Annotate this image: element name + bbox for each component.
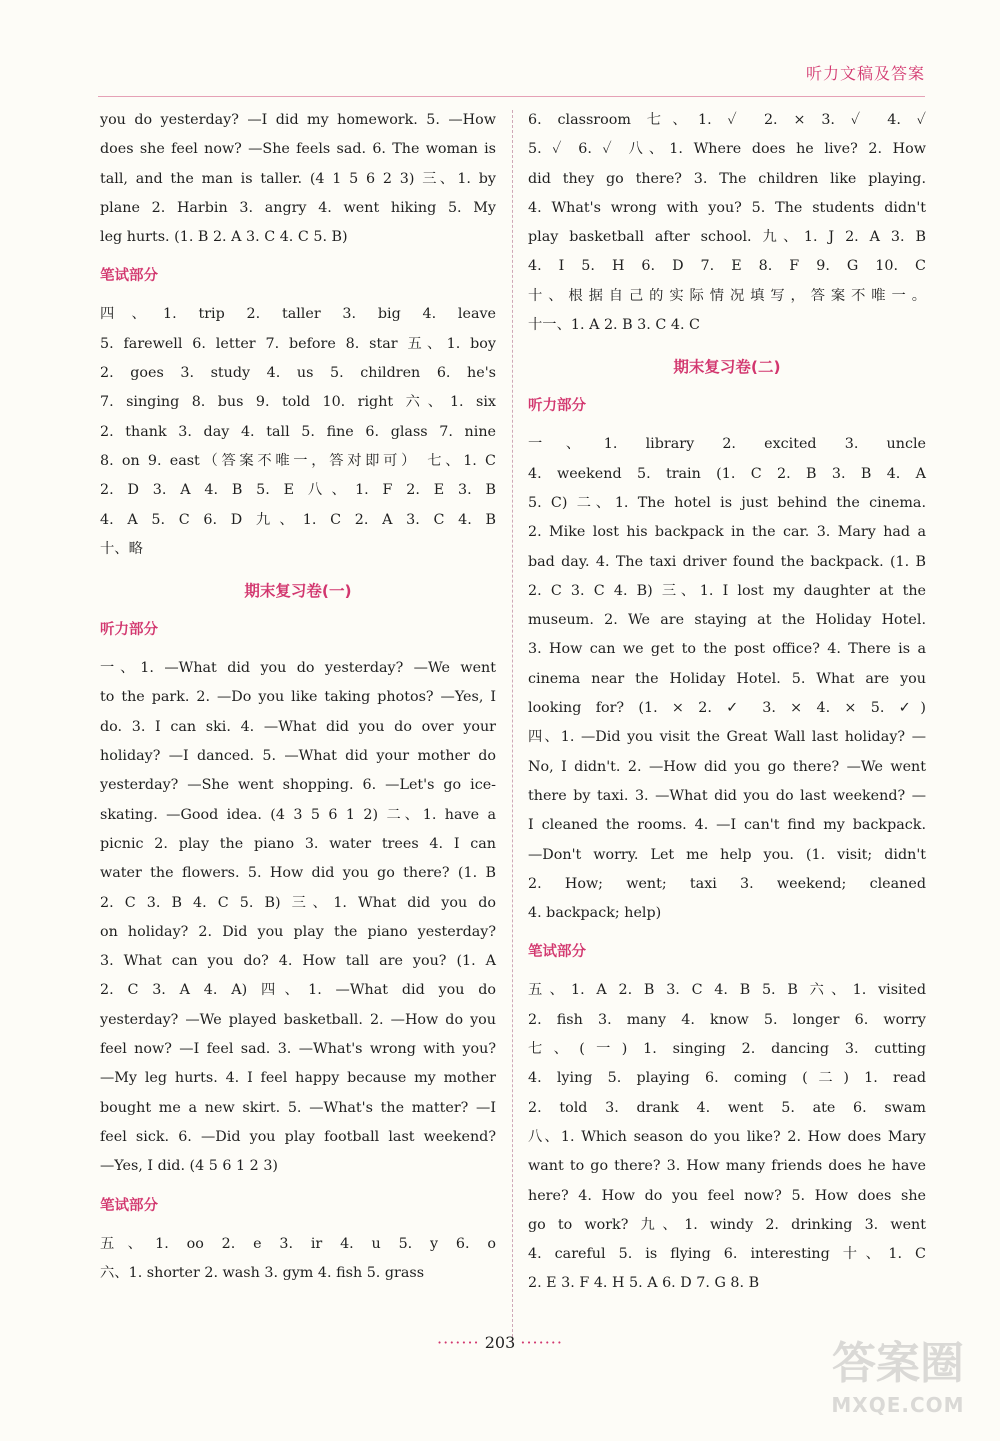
answer-line: do. 3. I can ski. 4. —What did you do over your [100,718,496,735]
answer-line: 四、1. trip 2. taller 3. big 4. leave [100,306,496,323]
answer-line: feel sick. 6. —Did you play football last weekend? [100,1128,496,1145]
answer-line: museum. 2. We are staying at the Holiday Hotel. [528,612,926,629]
page-number-dots-left: ······· [437,1333,480,1352]
answer-line: yesterday? —She went shopping. 6. —Let's go ice- [100,777,496,794]
left-intro [100,106,496,252]
page-number-dots-right: ······· [520,1333,563,1352]
answer-line: 4. A 5. C 6. D 九、1. C 2. A 3. C 4. B [100,511,496,528]
answer-line: to the park. 2. —Do you like taking photos? —Yes, I [100,689,496,706]
answer-line: 5. C) 二、1. The hotel is just behind the cinema. [528,494,926,511]
answer-line: want to go there? 3. How many friends does he have [528,1158,926,1175]
answer-line: bad day. 4. The taxi driver found the backpack. (1. B [528,553,926,570]
exam-title: 期末复习卷(二) [673,358,781,377]
listening-answers-2 [528,430,926,928]
answer-line: picnic 2. play the piano 3. water trees 4. I can [100,835,496,852]
answer-line: did they go there? 3. The children like playing. [528,170,926,187]
right-column [528,106,926,1299]
answer-line: 2. goes 3. study 4. us 5. children 6. he's [100,365,496,382]
section-heading-written: 笔试部分 [528,944,586,961]
answer-line: 2. C 3. C 4. B) 三、1. I lost my daughter at the [528,582,926,599]
answer-line: on holiday? 2. Did you play the piano yesterday? [100,923,496,940]
answer-line: 4. lying 5. playing 6. coming (二) 1. read [528,1070,926,1087]
answer-line: 6. classroom 七、1. ✓ 2. × 3. ✓ 4. ✓ [528,112,926,128]
answer-line: 2. thank 3. day 4. tall 5. fine 6. glass 7. nine [100,423,496,440]
answer-line: 5. farewell 6. letter 7. before 8. star 五、1. boy [100,335,496,352]
answer-line: leg hurts. (1. B 2. A 3. C 4. C 5. B) [100,229,348,246]
answer-line: 十、略 [100,540,143,557]
answer-line: 4. careful 5. is flying 6. interesting 十、1. C [528,1246,926,1263]
written-answers-1 [100,300,496,564]
exam-title: 期末复习卷(一) [244,582,352,601]
answer-line: 3. How can we get to the post office? 4. There is a [528,641,926,658]
answer-line: —My leg hurts. 4. I feel happy because my mother [100,1070,496,1087]
answer-line: 一、1. library 2. excited 3. uncle [528,436,926,453]
answer-line: 四、1. —Did you visit the Great Wall last holiday? — [528,729,926,746]
section-heading-written: 笔试部分 [100,1197,158,1214]
answer-line: 5. ✓ 6. ✓ 八、1. Where does he live? 2. How [528,141,926,158]
answer-line: I cleaned the rooms. 4. —I can't find my backpack. [528,817,926,834]
listening-answers-1 [100,654,496,1181]
answer-line: looking for? (1. × 2. ✓ 3. × 4. × 5. ✓) [528,700,926,717]
answer-line: 2. D 3. A 4. B 5. E 八、1. F 2. E 3. B [100,482,496,499]
answer-line: No, I didn't. 2. —How did you go there? —We went [528,758,926,775]
answer-line: feel now? —I feel sad. 3. —What's wrong with you? [100,1041,496,1058]
written-answers-3 [528,976,926,1298]
answer-line: 八、1. Which season do you like? 2. How does Mary [528,1128,926,1145]
answer-line: 8. on 9. east（答案不唯一，答对即可） 七、1. C [100,452,496,469]
answer-line: 3. What can you do? 4. How tall are you? (1. A [100,953,496,970]
answer-line: skating. —Good idea. (4 3 5 6 1 2) 二、1. have a [100,806,496,823]
answer-line: here? 4. How do you feel now? 5. How does she [528,1187,926,1204]
answer-line: 十、根据自己的实际情况填写，答案不唯一。 [528,287,926,304]
answer-line: play basketball after school. 九、1. J 2. A 3. B [528,229,926,246]
answer-line: 2. Mike lost his backpack in the car. 3. Mary had a [528,524,926,541]
answer-line: water the flowers. 5. How did you go there? (1. B [100,865,496,882]
answer-line: 五、1. oo 2. e 3. ir 4. u 5. y 6. o [100,1235,496,1252]
right-intro [528,106,926,340]
answer-line: 4. weekend 5. train (1. C 2. B 3. B 4. A [528,465,926,482]
answer-line: 2. C 3. A 4. A) 四、1. —What did you do [100,982,496,999]
answer-line: —Don't worry. Let me help you. (1. visit; didn't [528,846,926,863]
answer-line: does she feel now? —She feels sad. 6. The woman is [100,141,496,158]
answer-line: cinema near the Holiday Hotel. 5. What are you [528,670,926,687]
answer-line: 2. E 3. F 4. H 5. A 6. D 7. G 8. B [528,1275,760,1292]
answer-line: go to work? 九、1. windy 2. drinking 3. went [528,1216,926,1233]
answer-line: 十一、1. A 2. B 3. C 4. C [528,317,700,334]
answer-line: 一、1. —What did you do yesterday? —We went [100,660,496,677]
answer-line: 7. singing 8. bus 9. told 10. right 六、1. six [100,394,496,411]
answer-line: tall, and the man is taller. (4 1 5 6 2 3) 三、1. by [100,170,496,187]
section-heading-listening: 听力部分 [100,622,158,639]
section-heading-listening: 听力部分 [528,398,586,415]
written-answers-2 [100,1230,496,1289]
answer-line: yesterday? —We played basketball. 2. —How do you [100,1011,496,1028]
section-heading-written: 笔试部分 [100,268,158,285]
answer-line: 4. I 5. H 6. D 7. E 8. F 9. G 10. C [528,258,926,275]
answer-line: 4. What's wrong with you? 5. The students didn't [528,199,926,216]
answer-line: 2. told 3. drank 4. went 5. ate 6. swam [528,1099,926,1116]
header-rule [98,96,925,97]
answer-line: 2. C 3. B 4. C 5. B) 三、1. What did you do [100,894,496,911]
answer-line: 五、1. A 2. B 3. C 4. B 5. B 六、1. visited [528,982,926,999]
page-number-value: 203 [484,1333,516,1352]
answer-line: plane 2. Harbin 3. angry 4. went hiking 5. My [100,199,496,216]
watermark-main: 答案圈 [832,1338,964,1389]
answer-line: 2. How; went; taxi 3. weekend; cleaned [528,875,926,892]
answer-line: there by taxi. 3. —What did you do last weekend? — [528,787,926,804]
watermark-logo [808,1335,988,1435]
left-column [100,106,496,1288]
answer-line: —Yes, I did. (4 5 6 1 2 3) [100,1158,278,1175]
answer-line: you do yesterday? —I did my homework. 5. —How [100,112,496,128]
answer-line: 六、1. shorter 2. wash 3. gym 4. fish 5. grass [100,1264,425,1281]
watermark-sub: MXQE.COM [831,1393,965,1417]
column-divider [512,110,513,1342]
page-header-title: 听力文稿及答案 [805,64,925,83]
answer-line: holiday? —I danced. 5. —What did your mother do [100,748,496,765]
answer-line: bought me a new skirt. 5. —What's the matter? —I [100,1099,496,1116]
answer-line: 2. fish 3. many 4. know 5. longer 6. worry [528,1011,926,1028]
answer-line: 七、(一) 1. singing 2. dancing 3. cutting [528,1041,926,1058]
answer-line: 4. backpack; help) [528,905,662,922]
